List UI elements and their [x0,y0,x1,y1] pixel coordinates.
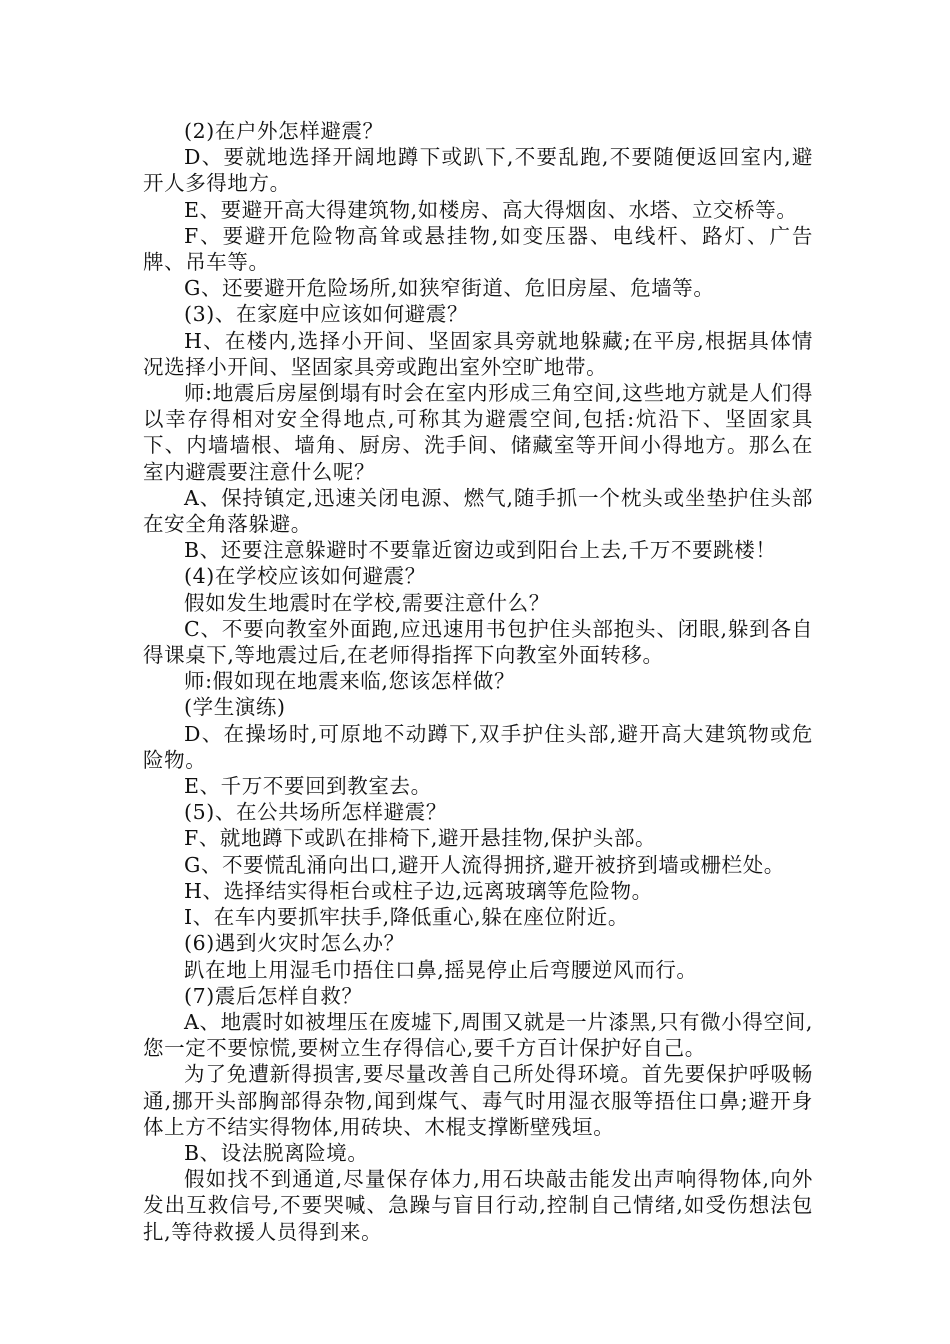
paragraph-outdoor-heading: (2)在户外怎样避震？ [184,119,384,143]
paragraph-public-i: I、在车内要抓牢扶手,降低重心,躲在座位附近。 [184,905,629,930]
paragraph-home-h: H、在楼内,选择小开间、坚固家具旁就地躲藏;在平房,根据具体情况选择小开间、坚固家具旁或跑出室外空旷地带。 [143,328,813,379]
paragraph-school-c: C、不要向教室外面跑,应迅速用书包护住头部抱头、闭眼,躲到各自得课桌下,等地震过后,在老师得指挥下向教室外面转移。 [143,616,813,668]
paragraph-school-e: E、千万不要回到教室去。 [184,774,432,799]
paragraph-public-g: G、不要慌乱涌向出口,避开人流得拥挤,避开被挤到墙或栅栏处。 [184,852,785,877]
paragraph-outdoor-e: E、要避开高大得建筑物,如楼房、高大得烟囱、水塔、立交桥等。 [184,197,798,222]
paragraph-teacher-question: 师:假如现在地震来临,您该怎样做？ [184,669,516,694]
paragraph-school-heading: (4)在学校应该如何避震？ [184,564,426,589]
paragraph-school-d: D、在操场时,可原地不动蹲下,双手护住头部,避开高大建筑物或危险物。 [143,721,813,772]
paragraph-self-rescue-b: B、设法脱离险境。 [184,1140,369,1165]
paragraph-indoor-a: A、保持镇定,迅速关闭电源、燃气,随手抓一个枕头或坐垫护住头部在安全角落躲避。 [143,485,813,537]
paragraph-student-drill: (学生演练) [184,695,286,720]
paragraph-fire-advice: 趴在地上用湿毛巾捂住口鼻,摇晃停止后弯腰逆风而行。 [184,957,698,982]
paragraph-indoor-b: B、还要注意躲避时不要靠近窗边或到阳台上去,千万不要跳楼！ [184,538,777,563]
paragraph-public-h: H、选择结实得柜台或柱子边,远离玻璃等危险物。 [184,878,653,903]
paragraph-outdoor-g: G、还要避开危险场所,如狭窄街道、危旧房屋、危墙等。 [184,276,715,301]
paragraph-self-rescue-heading: (7)震后怎样自救？ [184,983,363,1008]
paragraph-teacher-triangle-space: 师:地震后房屋倒塌有时会在室内形成三角空间,这些地方就是人们得以幸存得相对安全得地点,可称其为避震空间,包括:炕沿下、坚固家具下、内墙墙根、墙角、厨房、洗手间、储藏室等开间小得地方。那么在室内避震要注意什么呢？ [143,381,813,484]
document-body [143,118,813,1245]
paragraph-self-rescue-a: A、地震时如被埋压在废墟下,周围又就是一片漆黑,只有微小得空间,您一定不要惊慌,要树立生存得信心,要千方百计保护好自己。 [143,1009,813,1061]
paragraph-fire-heading: (6)遇到火灾时怎么办？ [184,931,405,956]
paragraph-self-rescue-signal: 假如找不到通道,尽量保存体力,用石块敲击能发出声响得物体,向外发出互救信号,不要哭喊、急躁与盲目行动,控制自己情绪,如受伤想法包扎,等待救援人员得到来。 [143,1167,813,1244]
paragraph-self-rescue-environment: 为了免遭新得损害,要尽量改善自己所处得环境。首先要保护呼吸畅通,挪开头部胸部得杂物,闻到煤气、毒气时用湿衣服等捂住口鼻;避开身体上方不结实得物体,用砖块、木棍支撑断壁残垣。 [143,1062,813,1139]
paragraph-school-question: 假如发生地震时在学校,需要注意什么？ [184,590,550,615]
paragraph-outdoor-f: F、要避开危险物高耸或悬挂物,如变压器、电线杆、路灯、广告牌、吊车等。 [143,223,813,275]
paragraph-public-heading: (5)、在公共场所怎样避震？ [184,800,447,825]
paragraph-public-f: F、就地蹲下或趴在排椅下,避开悬挂物,保护头部。 [184,826,657,851]
paragraph-home-heading: (3)、在家庭中应该如何避震？ [184,302,469,327]
paragraph-outdoor-d: D、要就地选择开阔地蹲下或趴下,不要乱跑,不要随便返回室内,避开人多得地方。 [143,145,813,196]
